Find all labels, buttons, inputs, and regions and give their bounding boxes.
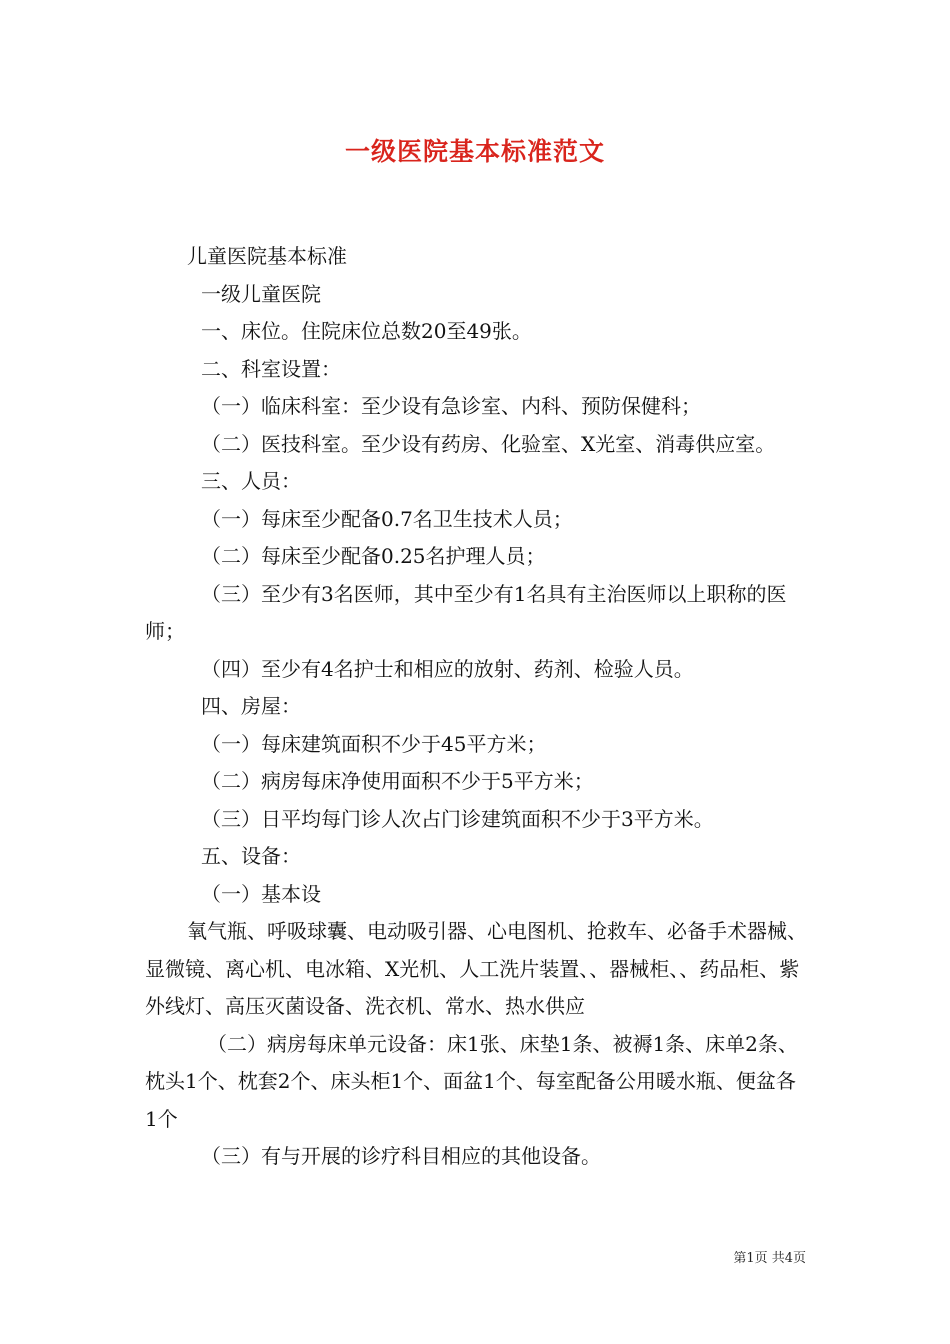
paragraph: 氧气瓶、呼吸球囊、电动吸引器、心电图机、抢救车、必备手术器械、显微镜、离心机、电冰箱、X光机、人工洗片装置、、器械柜、、药品柜、紫外线灯、高压灭菌设备、洗衣机、常水、热水供应	[145, 919, 807, 1018]
paragraph: （一）基本设	[201, 881, 321, 906]
paragraph: （二）每床至少配备0.25名护理人员；	[201, 544, 546, 568]
paragraph: （四）至少有4名护士和相应的放射、药剂、检验人员。	[201, 656, 694, 681]
paragraph: 三、人员：	[201, 469, 301, 493]
paragraph: （二）病房每床净使用面积不少于5平方米；	[201, 769, 594, 793]
paragraph: （一）每床建筑面积不少于45平方米；	[201, 731, 547, 756]
paragraph: 儿童医院基本标准	[187, 244, 347, 268]
paragraph: （三）有与开展的诊疗科目相应的其他设备。	[201, 1144, 601, 1168]
page-number: 第1页 共4页	[733, 1251, 806, 1266]
paragraph: 二、科室设置：	[201, 356, 341, 381]
paragraph: 五、设备：	[201, 844, 301, 868]
paragraph: 一级儿童医院	[201, 281, 321, 306]
paragraph: （二）医技科室。至少设有药房、化验室、X光室、消毒供应室。	[201, 431, 776, 456]
paragraph: （一）每床至少配备0.7名卫生技术人员；	[201, 506, 573, 531]
paragraph: （一）临床科室：至少设有急诊室、内科、预防保健科；	[201, 394, 701, 418]
paragraph: 一、床位。住院床位总数20至49张。	[201, 319, 532, 343]
paragraph: （三）日平均每门诊人次占门诊建筑面积不少于3平方米。	[201, 806, 714, 831]
paragraph: 四、房屋：	[201, 694, 301, 718]
paragraph: （三）至少有3名医师，其中至少有1名具有主治医师以上职称的医师；	[145, 581, 787, 643]
document-title: 一级医院基本标准范文	[344, 137, 605, 166]
document-body	[145, 238, 807, 1176]
paragraph: （二）病房每床单元设备：床1张、床垫1条、被褥1条、床单2条、枕头1个、枕套2个、床头柜1个、面盆1个、每室配备公用暖水瓶、便盆各1个	[145, 1031, 798, 1131]
